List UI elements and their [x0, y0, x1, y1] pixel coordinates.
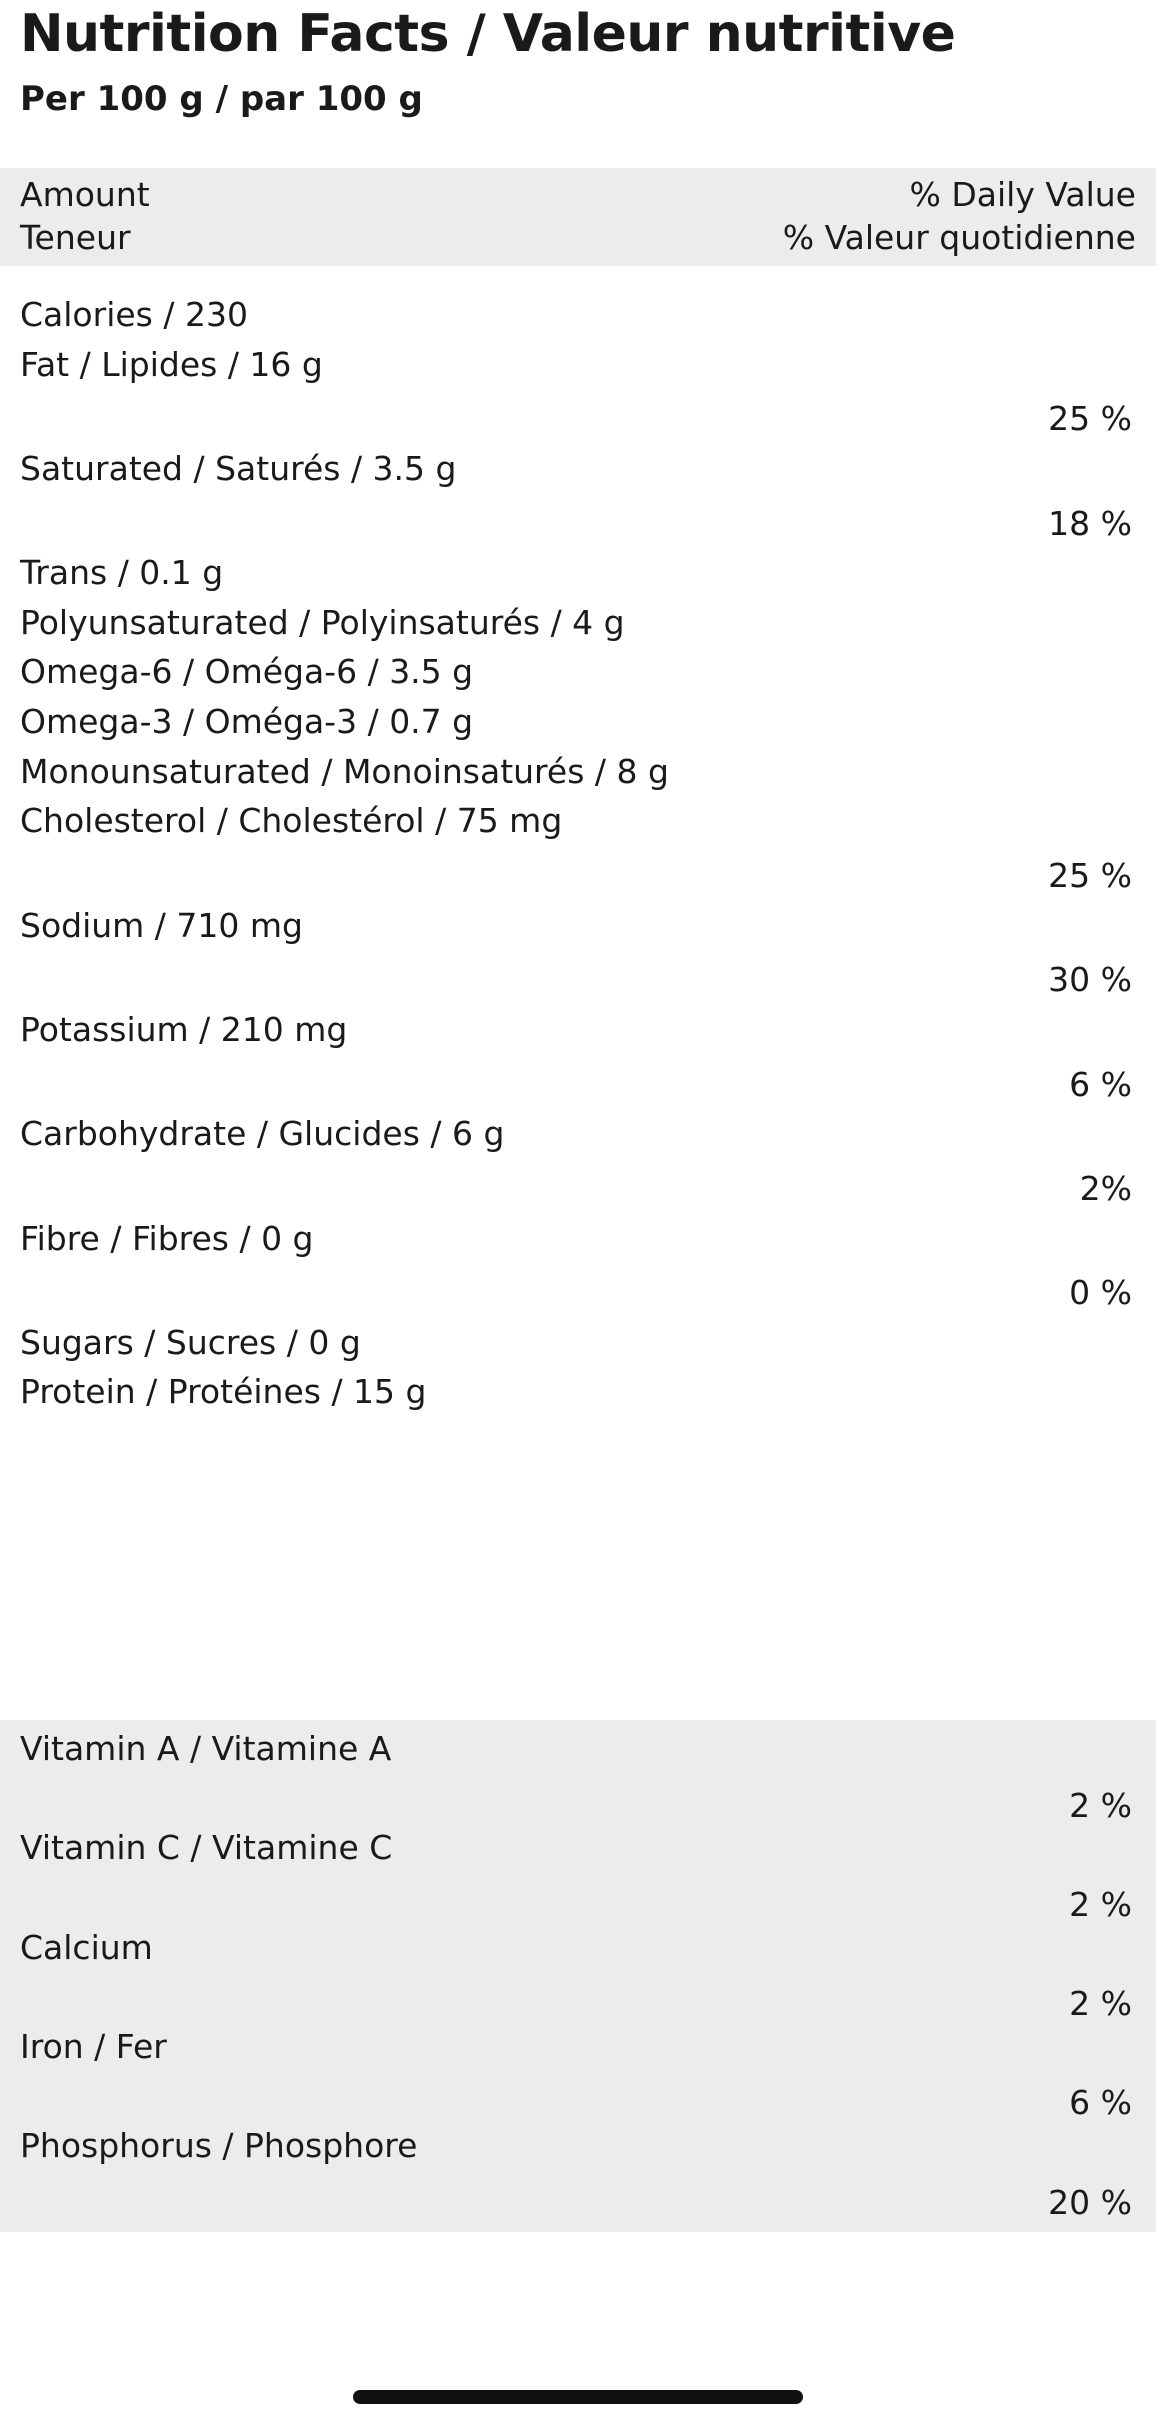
nutrient-name: Phosphorus / Phosphore — [20, 2126, 418, 2166]
table-row — [20, 340, 1136, 444]
nutrient-name: Omega-6 / Oméga-6 / 3.5 g — [20, 652, 474, 692]
table-row — [20, 598, 1136, 648]
table-row — [20, 796, 1136, 900]
nutrient-dv: 6 % — [1069, 1064, 1132, 1104]
nutrient-name: Vitamin C / Vitamine C — [20, 1828, 393, 1868]
column-header-dv-fr: % Valeur quotidienne — [782, 218, 1136, 257]
page-title: Nutrition Facts / Valeur nutritive — [20, 4, 956, 64]
nutrient-dv: 2% — [1079, 1168, 1132, 1208]
nutrient-name: Calories / 230 — [20, 295, 248, 334]
nutrient-name: Fat / Lipides / 16 g — [20, 344, 323, 384]
table-row — [20, 1925, 1136, 2024]
nutrient-name: Potassium / 210 mg — [20, 1009, 348, 1049]
nutrient-name: Sugars / Sucres / 0 g — [20, 1322, 361, 1362]
nutrient-name: Monounsaturated / Monoinsaturés / 8 g — [20, 751, 669, 791]
nutrient-dv: 2 % — [1069, 1785, 1132, 1825]
table-row — [20, 747, 1136, 797]
table-row — [20, 697, 1136, 747]
vitamins-minerals-section — [0, 1720, 1156, 2232]
table-row — [20, 548, 1136, 598]
column-header-amount-fr: Teneur — [20, 218, 131, 257]
column-header-amount-en: Amount — [20, 175, 150, 214]
nutrient-name: Carbohydrate / Glucides / 6 g — [20, 1114, 505, 1154]
nutrient-dv: 25 % — [1048, 399, 1132, 439]
table-row — [20, 444, 1136, 548]
nutrition-facts-panel — [0, 0, 1156, 119]
nutrient-name: Cholesterol / Cholestérol / 75 mg — [20, 801, 563, 841]
table-header-row-en — [20, 168, 1136, 219]
table-row — [20, 1318, 1136, 1368]
table-row — [20, 901, 1136, 1005]
table-row — [20, 290, 1136, 340]
nutrient-name: Saturated / Saturés / 3.5 g — [20, 448, 457, 488]
nutrient-dv: 20 % — [1048, 2182, 1132, 2222]
table-row — [20, 1005, 1136, 1109]
table-row — [20, 1726, 1136, 1825]
nutrient-dv: 2 % — [1069, 1884, 1132, 1924]
nutrient-name: Iron / Fer — [20, 2026, 167, 2066]
nutrient-name: Protein / Protéines / 15 g — [20, 1372, 427, 1412]
nutrient-dv: 0 % — [1069, 1273, 1132, 1313]
nutrient-name: Sodium / 710 mg — [20, 905, 303, 945]
nutrient-dv: 30 % — [1048, 960, 1132, 1000]
table-row — [20, 1825, 1136, 1924]
table-row — [20, 1109, 1136, 1213]
table-header-row-fr — [20, 219, 1136, 266]
nutrient-name: Polyunsaturated / Polyinsaturés / 4 g — [20, 602, 625, 642]
table-row — [20, 647, 1136, 697]
bottom-strip — [0, 2418, 1156, 2430]
table-row — [20, 1367, 1136, 1417]
serving-size: Per 100 g / par 100 g — [20, 79, 423, 120]
nutrient-rows — [0, 290, 1156, 1417]
nutrient-name: Calcium — [20, 1927, 153, 1967]
table-row — [20, 2024, 1136, 2123]
nutrient-name: Fibre / Fibres / 0 g — [20, 1218, 314, 1258]
nutrient-name: Trans / 0.1 g — [20, 553, 224, 593]
nutrient-dv: 2 % — [1069, 1984, 1132, 2024]
nutrient-dv: 18 % — [1048, 503, 1132, 543]
column-header-dv-en: % Daily Value — [909, 175, 1136, 214]
table-row — [20, 1214, 1136, 1318]
nutrient-name: Omega-3 / Oméga-3 / 0.7 g — [20, 702, 474, 742]
nutrient-dv: 25 % — [1048, 856, 1132, 896]
nutrient-dv: 6 % — [1069, 2083, 1132, 2123]
table-row — [20, 2123, 1136, 2222]
table-header-band — [0, 168, 1156, 266]
home-indicator[interactable] — [353, 2390, 803, 2404]
nutrient-name: Vitamin A / Vitamine A — [20, 1729, 392, 1768]
